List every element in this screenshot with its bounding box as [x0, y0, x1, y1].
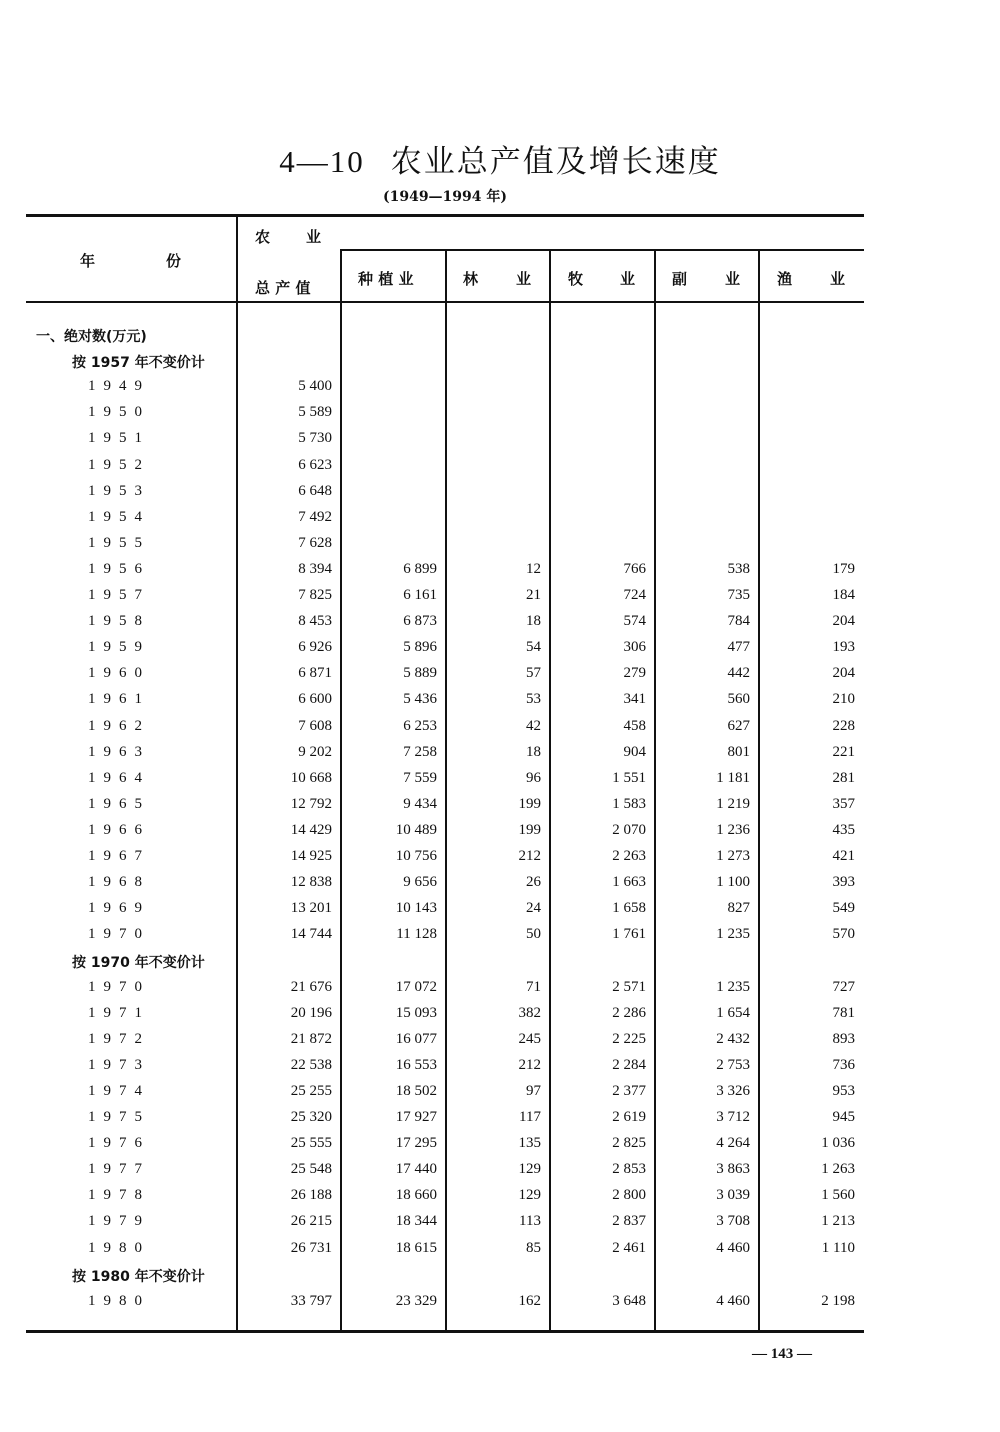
- total-cell: 9 202: [298, 743, 332, 760]
- forest-cell: 199: [518, 821, 541, 838]
- crop-cell: 11 128: [396, 926, 437, 943]
- total-cell: 20 196: [290, 1004, 332, 1021]
- table-row: [0, 1131, 1000, 1157]
- sideline-cell: 4 460: [716, 1292, 750, 1309]
- year-cell: 1960: [88, 665, 150, 682]
- crop-cell: 17 072: [395, 978, 437, 995]
- forest-cell: 162: [518, 1292, 541, 1309]
- table-row: [0, 505, 1000, 531]
- total-cell: 12 838: [290, 874, 332, 891]
- table-row: [0, 453, 1000, 479]
- table-row: [0, 426, 1000, 452]
- header-total-1: 农: [255, 228, 271, 246]
- livestock-cell: 2 225: [612, 1030, 646, 1047]
- forest-cell: 129: [518, 1161, 541, 1178]
- year-cell: 1969: [88, 900, 150, 917]
- crop-cell: 17 440: [395, 1161, 437, 1178]
- year-cell: 1965: [88, 795, 150, 812]
- livestock-cell: 1 658: [612, 900, 646, 917]
- forest-cell: 96: [526, 769, 541, 786]
- crop-cell: 23 329: [395, 1292, 437, 1309]
- sideline-cell: 1 236: [716, 821, 750, 838]
- table-number: 4—10: [279, 144, 365, 179]
- forest-cell: 129: [518, 1187, 541, 1204]
- year-cell: 1966: [88, 821, 150, 838]
- fishery-cell: 204: [832, 613, 855, 630]
- livestock-cell: 2 571: [612, 978, 646, 995]
- sideline-cell: 1 219: [716, 795, 750, 812]
- total-cell: 6 623: [298, 456, 332, 473]
- total-cell: 7 825: [298, 587, 332, 603]
- sideline-cell: 538: [727, 560, 750, 577]
- year-cell: 1961: [88, 691, 150, 708]
- header-total-3: 总 产 值: [255, 279, 311, 297]
- table-row: [0, 374, 1000, 400]
- total-cell: 5 730: [298, 430, 332, 447]
- group-label-text: 按 1957 年不变价计: [72, 355, 205, 372]
- forest-cell: 57: [526, 665, 541, 682]
- year-cell: 1951: [88, 430, 150, 447]
- page-title: [0, 136, 1000, 181]
- sideline-cell: 3 039: [716, 1187, 750, 1204]
- sideline-cell: 477: [727, 639, 750, 656]
- fishery-cell: 953: [832, 1082, 855, 1099]
- header-fishery-1: 渔: [777, 270, 793, 288]
- sideline-cell: 4 264: [716, 1135, 750, 1152]
- table-row: [0, 1053, 1000, 1079]
- header-forest-1: 林: [463, 270, 479, 288]
- header-year-2: 份: [166, 252, 182, 270]
- forest-cell: 53: [526, 691, 541, 708]
- year-range: (1949—1994 年): [382, 189, 508, 205]
- fishery-cell: 736: [832, 1056, 855, 1073]
- sideline-cell: 1 235: [716, 978, 750, 995]
- section-label: [0, 322, 1000, 348]
- total-cell: 33 797: [290, 1292, 332, 1309]
- crop-cell: 18 344: [395, 1213, 437, 1230]
- year-cell: 1953: [88, 482, 150, 499]
- crop-cell: 17 927: [395, 1109, 437, 1125]
- year-cell: 1978: [88, 1187, 150, 1204]
- table-row: [0, 870, 1000, 896]
- table-row: [0, 818, 1000, 844]
- subheader-rule: [341, 249, 864, 251]
- livestock-cell: 2 284: [612, 1056, 646, 1073]
- total-cell: 6 926: [298, 639, 332, 656]
- sideline-cell: 827: [727, 900, 750, 917]
- total-cell: 6 871: [298, 665, 332, 682]
- livestock-cell: 2 286: [612, 1004, 646, 1021]
- year-cell: 1950: [88, 404, 150, 421]
- total-cell: 7 492: [298, 508, 332, 525]
- fishery-cell: 357: [832, 795, 855, 812]
- fishery-cell: 210: [832, 691, 855, 708]
- table-row: [0, 1027, 1000, 1053]
- livestock-cell: 1 663: [612, 874, 646, 891]
- year-cell: 1980: [88, 1292, 150, 1309]
- crop-cell: 5 889: [403, 665, 437, 682]
- table-row: [0, 1157, 1000, 1183]
- total-cell: 25 320: [290, 1109, 332, 1125]
- total-cell: 10 668: [290, 769, 332, 786]
- crop-cell: 18 660: [395, 1187, 437, 1204]
- year-cell: 1979: [88, 1213, 150, 1230]
- sideline-cell: 1 273: [716, 848, 750, 864]
- sideline-cell: 2 753: [716, 1056, 750, 1073]
- livestock-cell: 2 800: [612, 1187, 646, 1204]
- livestock-cell: 2 853: [612, 1161, 646, 1178]
- year-cell: 1971: [88, 1004, 150, 1021]
- fishery-cell: 1 036: [821, 1135, 855, 1152]
- fishery-cell: 1 263: [821, 1161, 855, 1178]
- livestock-cell: 2 070: [612, 821, 646, 838]
- forest-cell: 24: [526, 900, 541, 917]
- header-livestock-2: 业: [620, 270, 636, 288]
- total-cell: 26 731: [290, 1239, 332, 1256]
- sideline-cell: 1 235: [716, 926, 750, 943]
- total-cell: 8 394: [298, 560, 332, 577]
- forest-cell: 212: [518, 1056, 541, 1073]
- crop-cell: 18 615: [395, 1239, 437, 1256]
- total-cell: 13 201: [290, 900, 332, 917]
- fishery-cell: 281: [832, 769, 855, 786]
- fishery-cell: 1 560: [821, 1187, 855, 1204]
- fishery-cell: 1 213: [821, 1213, 855, 1230]
- forest-cell: 42: [526, 717, 541, 734]
- year-cell: 1967: [88, 848, 150, 864]
- header-total-2: 业: [306, 228, 322, 246]
- sideline-cell: 1 654: [716, 1004, 750, 1021]
- sideline-cell: 627: [727, 717, 750, 734]
- crop-cell: 16 077: [395, 1030, 437, 1047]
- livestock-cell: 306: [623, 639, 646, 656]
- forest-cell: 117: [519, 1109, 541, 1125]
- table-row: [0, 479, 1000, 505]
- table-row: [0, 583, 1000, 609]
- table-row: [0, 1209, 1000, 1235]
- total-cell: 7 608: [298, 717, 332, 734]
- crop-cell: 7 258: [403, 743, 437, 760]
- livestock-cell: 1 551: [612, 769, 646, 786]
- fishery-cell: 2 198: [821, 1292, 855, 1309]
- sideline-cell: 1 100: [716, 874, 750, 891]
- header-year-1: 年: [80, 252, 96, 270]
- group-label: [0, 1262, 1000, 1288]
- crop-cell: 5 896: [403, 639, 437, 656]
- fishery-cell: 570: [832, 926, 855, 943]
- table-row: [0, 896, 1000, 922]
- sideline-cell: 801: [727, 743, 750, 760]
- total-cell: 5 589: [298, 404, 332, 421]
- crop-cell: 10 489: [395, 821, 437, 838]
- year-cell: 1964: [88, 769, 150, 786]
- total-cell: 26 215: [290, 1213, 332, 1230]
- total-cell: 8 453: [298, 613, 332, 630]
- forest-cell: 212: [518, 848, 541, 864]
- forest-cell: 113: [519, 1213, 541, 1230]
- fishery-cell: 549: [832, 900, 855, 917]
- sideline-cell: 2 432: [716, 1030, 750, 1047]
- total-cell: 12 792: [290, 795, 332, 812]
- header-forest-2: 业: [516, 270, 532, 288]
- livestock-cell: 2 837: [612, 1213, 646, 1230]
- forest-cell: 85: [526, 1239, 541, 1256]
- fishery-cell: 727: [832, 978, 855, 995]
- group-label-text: 按 1970 年不变价计: [72, 955, 205, 972]
- forest-cell: 54: [526, 639, 541, 656]
- livestock-cell: 2 825: [612, 1135, 646, 1152]
- crop-cell: 9 434: [403, 795, 437, 812]
- livestock-cell: 1 761: [612, 926, 646, 943]
- forest-cell: 18: [526, 613, 541, 630]
- year-cell: 1949: [88, 378, 150, 395]
- header-livestock-1: 牧: [568, 270, 584, 288]
- header-sideline-1: 副: [672, 270, 688, 288]
- fishery-cell: 1 110: [821, 1239, 855, 1256]
- table-row: [0, 844, 1000, 870]
- table-row: [0, 740, 1000, 766]
- sideline-cell: 3 712: [716, 1109, 750, 1125]
- forest-cell: 71: [526, 978, 541, 995]
- fishery-cell: 193: [832, 639, 855, 656]
- group-label: [0, 948, 1000, 974]
- total-cell: 21 676: [290, 978, 332, 995]
- group-label-text: 按 1980 年不变价计: [72, 1268, 205, 1285]
- livestock-cell: 3 648: [612, 1292, 646, 1309]
- table-row: [0, 975, 1000, 1001]
- fishery-cell: 393: [832, 874, 855, 891]
- livestock-cell: 766: [623, 560, 646, 577]
- sideline-cell: 442: [727, 665, 750, 682]
- total-cell: 21 872: [290, 1030, 332, 1047]
- year-cell: 1955: [88, 534, 150, 551]
- crop-cell: 6 253: [403, 717, 437, 734]
- total-cell: 6 600: [298, 691, 332, 708]
- sideline-cell: 4 460: [716, 1239, 750, 1256]
- table-row: [0, 1001, 1000, 1027]
- year-cell: 1974: [88, 1082, 150, 1099]
- year-cell: 1956: [88, 560, 150, 577]
- year-cell: 1968: [88, 874, 150, 891]
- crop-cell: 18 502: [395, 1082, 437, 1099]
- fishery-cell: 893: [832, 1030, 855, 1047]
- livestock-cell: 2 461: [612, 1239, 646, 1256]
- sideline-cell: 3 863: [716, 1161, 750, 1178]
- livestock-cell: 724: [623, 587, 646, 603]
- fishery-cell: 435: [832, 821, 855, 838]
- fishery-cell: 184: [832, 587, 855, 603]
- year-cell: 1963: [88, 743, 150, 760]
- forest-cell: 382: [518, 1004, 541, 1021]
- forest-cell: 245: [518, 1030, 541, 1047]
- table-row: [0, 922, 1000, 948]
- total-cell: 25 555: [290, 1135, 332, 1152]
- crop-cell: 16 553: [395, 1056, 437, 1073]
- group-label: [0, 348, 1000, 374]
- table-row: [0, 1079, 1000, 1105]
- table-row: [0, 400, 1000, 426]
- section-label-text: 一、绝对数(万元): [36, 329, 147, 345]
- total-cell: 5 400: [298, 378, 332, 395]
- sideline-cell: 3 326: [716, 1082, 750, 1099]
- year-cell: 1970: [88, 926, 150, 943]
- table-row: [0, 1289, 1000, 1315]
- fishery-cell: 781: [832, 1004, 855, 1021]
- livestock-cell: 1 583: [612, 795, 646, 812]
- total-cell: 22 538: [290, 1056, 332, 1073]
- livestock-cell: 574: [623, 613, 646, 630]
- table-row: [0, 766, 1000, 792]
- livestock-cell: 2 619: [612, 1109, 646, 1125]
- year-cell: 1972: [88, 1030, 150, 1047]
- crop-cell: 6 899: [403, 560, 437, 577]
- crop-cell: 6 161: [403, 587, 437, 603]
- year-cell: 1962: [88, 717, 150, 734]
- total-cell: 14 744: [290, 926, 332, 943]
- year-cell: 1977: [88, 1161, 150, 1178]
- fishery-cell: 204: [832, 665, 855, 682]
- header-sideline-2: 业: [725, 270, 741, 288]
- crop-cell: 10 143: [395, 900, 437, 917]
- header-crop: 种 植 业: [358, 270, 414, 288]
- livestock-cell: 2 263: [612, 848, 646, 864]
- header-fishery-2: 业: [830, 270, 846, 288]
- forest-cell: 12: [526, 560, 541, 577]
- table-row: [0, 1183, 1000, 1209]
- livestock-cell: 458: [623, 717, 646, 734]
- table-row: [0, 714, 1000, 740]
- total-cell: 26 188: [290, 1187, 332, 1204]
- table-row: [0, 557, 1000, 583]
- year-cell: 1959: [88, 639, 150, 656]
- sideline-cell: 735: [727, 587, 750, 603]
- fishery-cell: 221: [832, 743, 855, 760]
- table-row: [0, 687, 1000, 713]
- year-cell: 1973: [88, 1056, 150, 1073]
- forest-cell: 199: [518, 795, 541, 812]
- year-cell: 1976: [88, 1135, 150, 1152]
- forest-cell: 21: [526, 587, 541, 603]
- total-cell: 14 429: [290, 821, 332, 838]
- forest-cell: 97: [526, 1082, 541, 1099]
- total-cell: 25 548: [290, 1161, 332, 1178]
- sideline-cell: 1 181: [716, 769, 750, 786]
- fishery-cell: 228: [832, 717, 855, 734]
- total-cell: 6 648: [298, 482, 332, 499]
- fishery-cell: 179: [832, 560, 855, 577]
- table-row: [0, 661, 1000, 687]
- crop-cell: 9 656: [403, 874, 437, 891]
- total-cell: 25 255: [290, 1082, 332, 1099]
- table-row: [0, 792, 1000, 818]
- total-cell: 7 628: [298, 534, 332, 551]
- livestock-cell: 2 377: [612, 1082, 646, 1099]
- top-rule: [26, 214, 864, 217]
- sideline-cell: 3 708: [716, 1213, 750, 1230]
- table-row: [0, 609, 1000, 635]
- year-cell: 1975: [88, 1109, 150, 1125]
- forest-cell: 18: [526, 743, 541, 760]
- fishery-cell: 945: [832, 1109, 855, 1125]
- sideline-cell: 784: [727, 613, 750, 630]
- forest-cell: 135: [518, 1135, 541, 1152]
- table-title: 农业总产值及增长速度: [390, 144, 721, 180]
- livestock-cell: 279: [623, 665, 646, 682]
- sideline-cell: 560: [727, 691, 750, 708]
- crop-cell: 6 873: [403, 613, 437, 630]
- forest-cell: 26: [526, 874, 541, 891]
- table-row: [0, 1236, 1000, 1262]
- table-row: [0, 635, 1000, 661]
- table-row: [0, 531, 1000, 557]
- crop-cell: 17 295: [395, 1135, 437, 1152]
- crop-cell: 7 559: [403, 769, 437, 786]
- fishery-cell: 421: [832, 848, 855, 864]
- year-cell: 1980: [88, 1239, 150, 1256]
- year-cell: 1957: [88, 587, 150, 603]
- livestock-cell: 904: [623, 743, 646, 760]
- year-cell: 1954: [88, 508, 150, 525]
- year-cell: 1958: [88, 613, 150, 630]
- crop-cell: 10 756: [395, 848, 437, 864]
- forest-cell: 50: [526, 926, 541, 943]
- year-cell: 1970: [88, 978, 150, 995]
- livestock-cell: 341: [623, 691, 646, 708]
- page-number: — 143 —: [752, 1346, 812, 1362]
- table-row: [0, 1105, 1000, 1131]
- year-cell: 1952: [88, 456, 150, 473]
- total-cell: 14 925: [290, 848, 332, 864]
- crop-cell: 15 093: [395, 1004, 437, 1021]
- crop-cell: 5 436: [403, 691, 437, 708]
